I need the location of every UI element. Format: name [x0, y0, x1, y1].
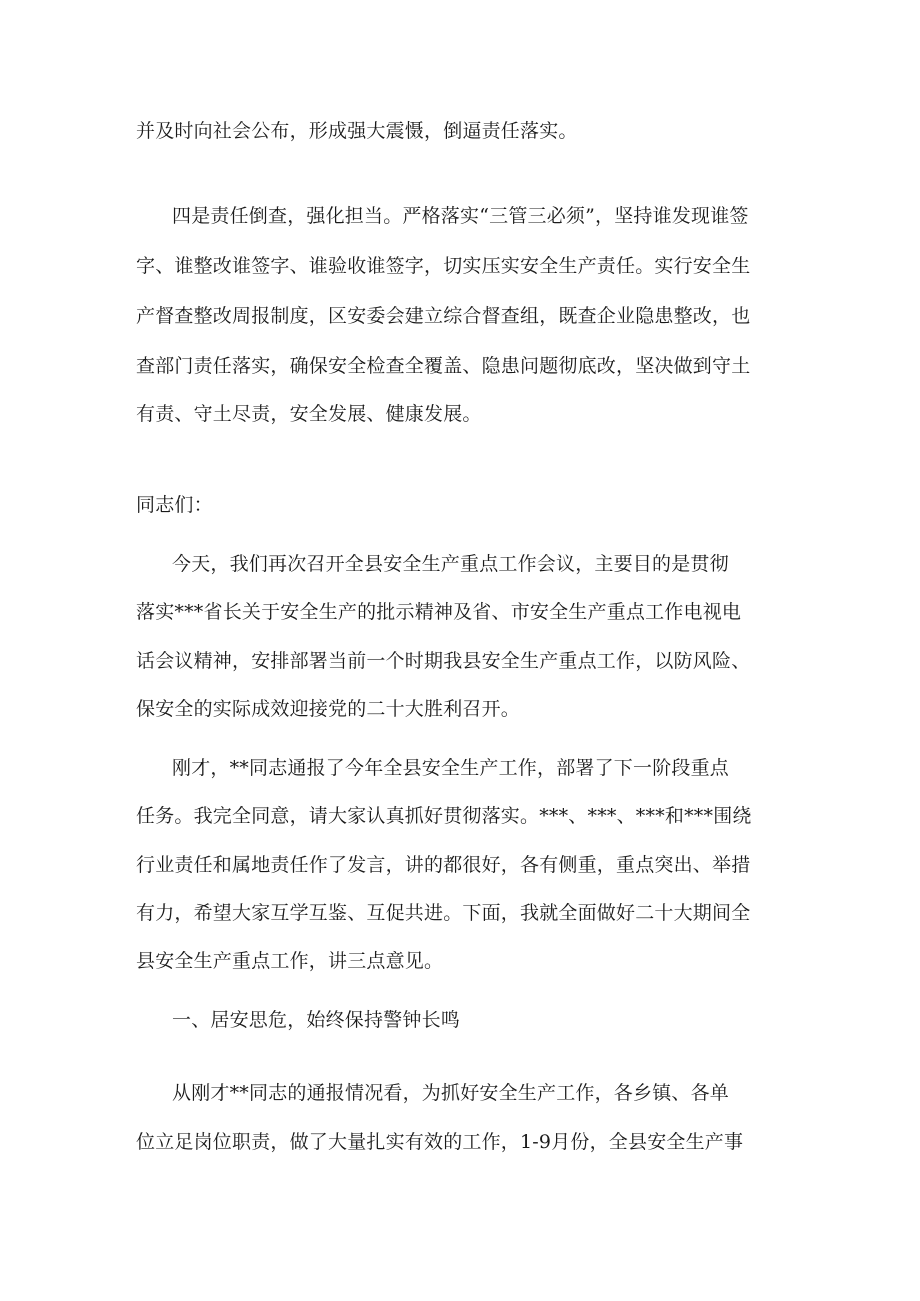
salutation: 同志们： [136, 494, 213, 516]
paragraph-3-line-2: 落实***省长关于安全生产的批示精神及省、市安全生产重点工作电视电 [136, 601, 742, 623]
paragraph-3-line-4: 保安全的实际成效迎接党的二十大胜利召开。 [136, 698, 521, 720]
paragraph-2-line-1: 四是责任倒查，强化担当。严格落实“三管三必须”，坚持谁发现谁签 [172, 205, 749, 227]
paragraph-3-line-1: 今天，我们再次召开全县安全生产重点工作会议，主要目的是贯彻 [172, 553, 729, 575]
paragraph-4-line-3: 行业责任和属地责任作了发言，讲的都很好，各有侧重，重点突出、举措 [136, 854, 751, 876]
paragraph-2-line-4: 查部门责任落实，确保安全检查全覆盖、隐患问题彻底改，坚决做到守土 [136, 355, 751, 377]
paragraph-4-line-5: 县安全生产重点工作，讲三点意见。 [136, 950, 444, 972]
paragraph-3-line-3: 话会议精神，安排部署当前一个时期我县安全生产重点工作，以防风险、 [136, 650, 751, 672]
paragraph-2-line-2: 字、谁整改谁签字、谁验收谁签字，切实压实安全生产责任。实行安全生 [136, 255, 751, 277]
section-heading-1: 一、居安思危，始终保持警钟长鸣 [172, 1009, 461, 1031]
paragraph-4-line-4: 有力，希望大家互学互鉴、互促共进。下面，我就全面做好二十大期间全 [136, 902, 751, 924]
paragraph-2-line-3: 产督查整改周报制度，区安委会建立综合督查组，既查企业隐患整改，也 [136, 305, 751, 327]
paragraph-4-line-2: 任务。我完全同意，请大家认真抓好贯彻落实。***、***、***和***围绕 [136, 805, 752, 827]
paragraph-2-line-5: 有责、守土尽责，安全发展、健康发展。 [136, 403, 482, 425]
paragraph-5-line-1: 从刚才**同志的通报情况看，为抓好安全生产工作，各乡镇、各单 [172, 1082, 730, 1104]
paragraph-1-line-1: 并及时向社会公布，形成强大震慑，倒逼责任落实。 [136, 120, 578, 142]
paragraph-5-line-2: 位立足岗位职责，做了大量扎实有效的工作，1-9月份，全县安全生产事 [136, 1131, 744, 1153]
paragraph-4-line-1: 刚才，**同志通报了今年全县安全生产工作，部署了下一阶段重点 [172, 757, 730, 779]
